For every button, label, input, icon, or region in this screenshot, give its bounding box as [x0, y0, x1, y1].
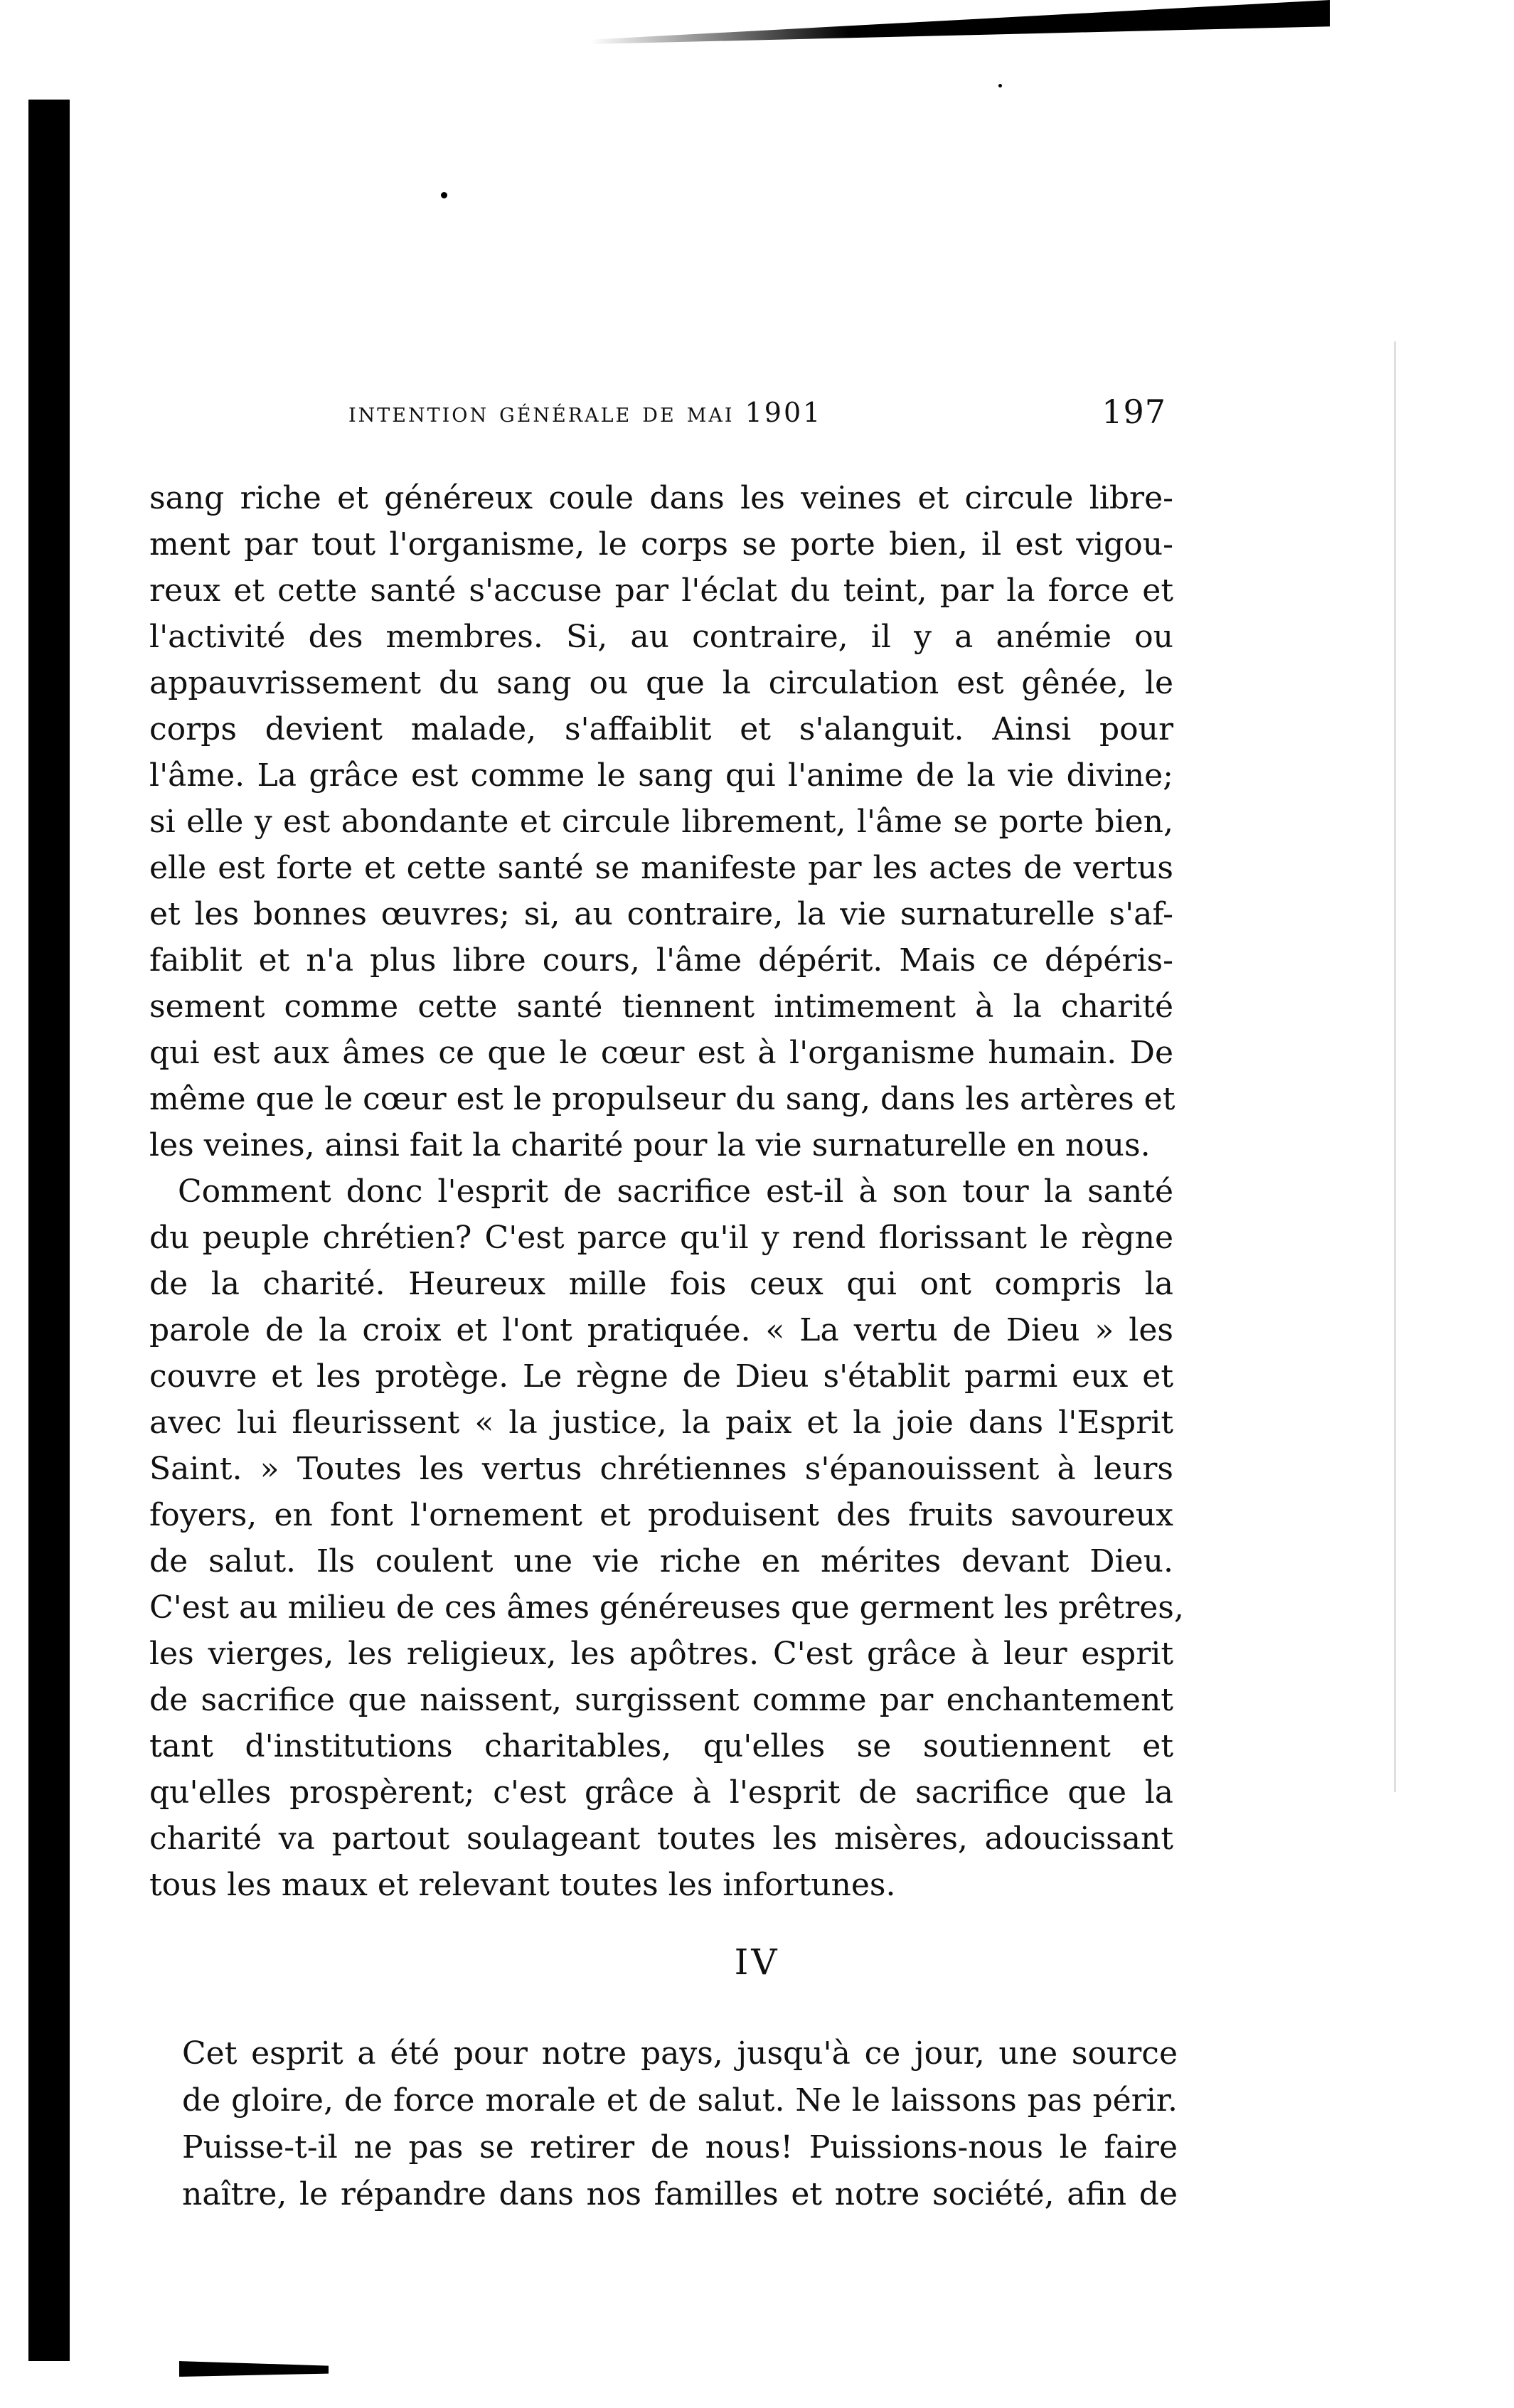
text-line: l'âme. La grâce est comme le sang qui l'anime de la vie divine;: [149, 757, 1173, 794]
text-line: tous les maux et relevant toutes les infortunes.: [149, 1867, 896, 1903]
scan-speck: [998, 84, 1002, 87]
body-text: [149, 475, 1184, 1908]
section-heading: IV: [734, 1941, 780, 1983]
scan-edge-top: [590, 0, 1330, 44]
scan-edge-bottom: [179, 2361, 329, 2377]
text-line: de gloire, de force morale et de salut. Ne le laissons pas périr.: [182, 2082, 1178, 2119]
text-line: de sacrifice que naissent, surgissent comme par enchantement: [149, 1682, 1173, 1718]
scan-edge-right: [1394, 341, 1396, 1792]
text-line: avec lui fleurissent « la justice, la paix et la joie dans l'Esprit: [149, 1405, 1173, 1441]
text-line: l'activité des membres. Si, au contraire, il y a anémie ou: [149, 619, 1173, 655]
text-line: Comment donc l'esprit de sacrifice est-il à son tour la santé: [178, 1173, 1173, 1210]
text-line: elle est forte et cette santé se manifeste par les actes de vertus: [149, 850, 1173, 886]
text-line: les vierges, les religieux, les apôtres. C'est grâce à leur esprit: [149, 1636, 1173, 1672]
text-line: qu'elles prospèrent; c'est grâce à l'esprit de sacrifice que la: [149, 1774, 1173, 1811]
scan-edge-left: [28, 100, 70, 2361]
text-line: sement comme cette santé tiennent intimement à la charité: [149, 989, 1173, 1025]
text-line: de salut. Ils coulent une vie riche en mérites devant Dieu.: [149, 1543, 1173, 1579]
text-line: Puisse-t-il ne pas se retirer de nous! Puissions-nous le faire: [182, 2129, 1178, 2165]
text-line: corps devient malade, s'affaiblit et s'alanguit. Ainsi pour: [149, 711, 1173, 747]
text-line: faiblit et n'a plus libre cours, l'âme dépérit. Mais ce dépéris-: [149, 942, 1173, 979]
text-line: les veines, ainsi fait la charité pour la vie surnaturelle en nous.: [149, 1127, 1151, 1163]
text-line: et les bonnes œuvres; si, au contraire, la vie surnaturelle s'af-: [149, 896, 1173, 932]
text-line: appauvrissement du sang ou que la circulation est gênée, le: [149, 665, 1173, 701]
body-text-continued: [182, 2030, 1178, 2218]
text-line: C'est au milieu de ces âmes généreuses que germent les prêtres,: [149, 1589, 1184, 1626]
text-line: Cet esprit a été pour notre pays, jusqu'à ce jour, une source: [182, 2035, 1178, 2072]
text-line: reux et cette santé s'accuse par l'éclat du teint, par la force et: [149, 572, 1173, 609]
text-line: du peuple chrétien? C'est parce qu'il y rend florissant le règne: [149, 1220, 1173, 1256]
scan-speck: [441, 192, 447, 198]
text-line: qui est aux âmes ce que le cœur est à l'organisme humain. De: [149, 1035, 1173, 1071]
text-line: naître, le répandre dans nos familles et notre société, afin de: [182, 2176, 1178, 2212]
text-line: si elle y est abondante et circule librement, l'âme se porte bien,: [149, 804, 1173, 840]
text-line: sang riche et généreux coule dans les veines et circule libre-: [149, 480, 1173, 516]
text-line: parole de la croix et l'ont pratiquée. « La vertu de Dieu » les: [149, 1312, 1173, 1348]
page-number: 197: [1102, 393, 1166, 431]
text-line: de la charité. Heureux mille fois ceux qui ont compris la: [149, 1266, 1173, 1302]
text-line: couvre et les protège. Le règne de Dieu s'établit parmi eux et: [149, 1358, 1173, 1395]
text-line: foyers, en font l'ornement et produisent des fruits savoureux: [149, 1497, 1173, 1533]
running-head: [348, 393, 1166, 435]
running-title: intention générale de mai 1901: [348, 397, 823, 428]
text-line: même que le cœur est le propulseur du sang, dans les artères et: [149, 1081, 1176, 1117]
text-line: charité va partout soulageant toutes les misères, adoucissant: [149, 1821, 1173, 1857]
text-line: tant d'institutions charitables, qu'elles se soutiennent et: [149, 1728, 1173, 1764]
text-line: Saint. » Toutes les vertus chrétiennes s'épanouissent à leurs: [149, 1451, 1173, 1487]
text-line: ment par tout l'organisme, le corps se porte bien, il est vigou-: [149, 526, 1173, 563]
